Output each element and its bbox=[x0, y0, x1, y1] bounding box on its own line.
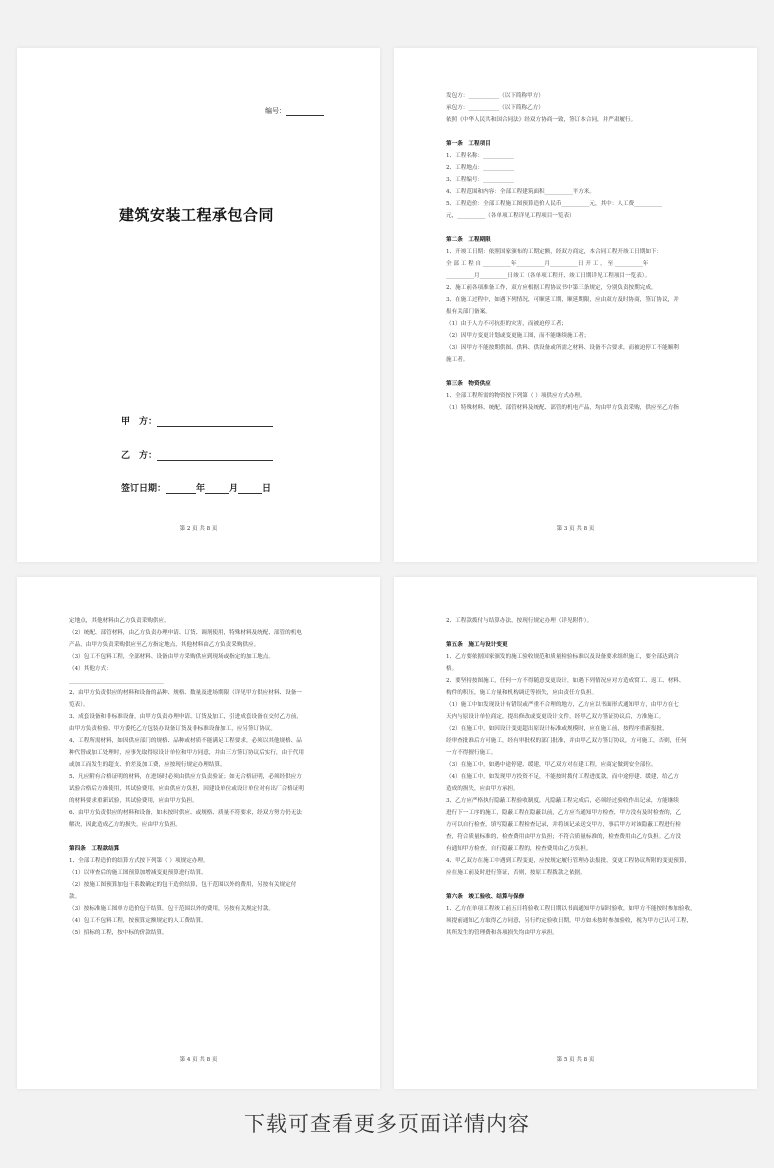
text-line: __________________________________ bbox=[69, 678, 165, 684]
section-heading: 第三条 物资供应 bbox=[446, 381, 491, 387]
text-line: （2）在施工中，如因设计变更超出原设计标准或规模时，应在施工前，按程序重新报批， bbox=[446, 726, 668, 732]
text-line: （3）因甲方不能按期供图、供料、供设备或所需之材料、设备不合要求，而被迫停工不能顺利 bbox=[446, 345, 679, 351]
party-b-blank bbox=[157, 452, 273, 461]
text-line: 览表）。 bbox=[69, 702, 89, 708]
text-line: 1、工程名称：___________ bbox=[446, 153, 514, 159]
text-line: 或加工而发生的超支、价差及加工费，应按现行规定办理结算。 bbox=[69, 762, 226, 768]
document-page-3 bbox=[17, 577, 380, 1089]
serial-label: 编号： bbox=[265, 107, 286, 115]
text-line: 有通知甲方检查，自行隐蔽工程的，检查费用由乙方负担。 bbox=[446, 846, 592, 852]
text-line: （3）按标准施工图单方造价包干结算，包干范围以外的费用，另按有关规定付款。 bbox=[69, 906, 274, 912]
section-heading: 第四条 工程款结算 bbox=[69, 846, 120, 852]
text-line: 种代替或加工处理时，应事先取得原设计单位和甲方同意，并由三方签订协议后实行，由于代用 bbox=[69, 750, 304, 756]
text-line: （2）统配、部管材料，由乙方负责办理申请、订货、调剂使用，特殊材料及统配、部管的机电 bbox=[69, 630, 302, 636]
text-line: （4）包工不包料工程，按预算定额规定的人工费结算。 bbox=[69, 918, 207, 924]
text-line bbox=[446, 881, 718, 893]
text-line: 发包方：___________（以下简称甲方） bbox=[446, 93, 544, 99]
text-line: 2、工程地点：___________ bbox=[446, 165, 514, 171]
text-line bbox=[69, 833, 341, 845]
party-a-blank bbox=[157, 418, 273, 427]
text-line: 其所发生的管理费和各项损失均由甲方承担。 bbox=[446, 930, 558, 936]
text-line: 1、乙方要依据国家颁发的施工验收规范和质量检验标准以及设备要求组织施工，要全部达到合 bbox=[446, 654, 679, 660]
text-line: （1）以审查后的施工图预算加增减变更预算进行结算。 bbox=[69, 870, 207, 876]
text-line: 元，__________（各单项工程详见工程项目一览表） bbox=[446, 213, 575, 219]
text-line: 4、工程范围和内容：全部工程建筑面积__________平方米。 bbox=[446, 189, 595, 195]
text-line: 进行下一工序的施工，隐蔽工程在隐蔽以前，乙方应当通知甲方检查，甲方没有及时检查的，乙 bbox=[446, 810, 681, 816]
year-label: 年 bbox=[196, 484, 206, 494]
text-line: （2）按施工图预算加包干系数确定的包干造价结算，包干范围以外的费用，另按有关规定付 bbox=[69, 882, 297, 888]
text-line: 1、全部工程造价的结算方式按下列第（ ）项规定办理。 bbox=[69, 858, 209, 864]
text-line: （4）其他方式： bbox=[69, 666, 112, 672]
sign-date-label: 签订日期： bbox=[121, 484, 167, 494]
page-body bbox=[69, 617, 341, 941]
text-line: （3）包工不包料工程，全部材料、设备由甲方采购供应到现场或指定的加工地点。 bbox=[69, 654, 274, 660]
text-line: 全 部 工 程 自 __________年__________月__________日 开 工 ， 至 __________年 bbox=[446, 261, 649, 267]
text-line: 承包方：___________（以下简称乙方） bbox=[446, 105, 544, 111]
text-line bbox=[446, 629, 718, 641]
text-line: （2）因甲方变更计划或变更施工图，而不能继续施工者； bbox=[446, 333, 590, 339]
text-line: 5、工程造价：全部工程施工图预算造价人民币__________元，其中：人工费__________ bbox=[446, 201, 663, 207]
sign-date-row bbox=[121, 481, 271, 494]
text-line bbox=[446, 368, 718, 380]
text-line: 报有关部门备案。 bbox=[446, 309, 491, 315]
party-b-label: 乙 方： bbox=[121, 451, 158, 461]
section-heading: 第五条 施工与设计变更 bbox=[446, 642, 508, 648]
text-line: 由甲方负责检验、甲方委托乙方包装办设备订货及非标准设备加工，应另签订协议。 bbox=[69, 726, 276, 732]
serial-number bbox=[265, 106, 324, 116]
page-footer: 第 5 页 共 8 页 bbox=[556, 1057, 595, 1063]
text-line: 3、工程编号：___________ bbox=[446, 177, 514, 183]
text-line: 依照《中华人民共和国合同法》经双方协商一致，签订本合同，并严肃履行。 bbox=[446, 117, 637, 123]
text-line: 须提前通知乙方取得乙方同意，另行约定验收日期，甲方如未按时参加验收，视为甲方已认可工程， bbox=[446, 918, 693, 924]
text-line: 一方不得擅行施工。 bbox=[446, 750, 497, 756]
page-footer: 第 3 页 共 8 页 bbox=[556, 526, 595, 532]
text-line: 1、开竣工日期：依照国家颁布的工期定额，经双方商定，本合同工程开竣工日期如下： bbox=[446, 249, 663, 255]
page-body bbox=[446, 617, 718, 941]
download-caption: 下载可查看更多页面详情内容 bbox=[244, 1112, 530, 1136]
text-line: 3、成套设备和非标准设备，由甲方负责办理申请、订货及加工，引进成套设备在交付乙方前， bbox=[69, 714, 302, 720]
text-line: 定地点，其他材料由乙方负责采购供应。 bbox=[69, 618, 170, 624]
section-heading: 第二条 工程期限 bbox=[446, 237, 491, 243]
page-body bbox=[446, 92, 718, 416]
page-footer: 第 4 页 共 8 页 bbox=[179, 1057, 218, 1063]
text-line: （1）由于人力不可抗拒的灾害，而被迫停工者； bbox=[446, 321, 568, 327]
month-blank bbox=[205, 485, 229, 494]
document-page-4 bbox=[394, 577, 757, 1089]
day-blank bbox=[238, 485, 262, 494]
text-line: 经审查批准后方可施工，经有审批权的部门批准，并由甲乙双方签订协议，方可施工，否则，任何 bbox=[446, 738, 687, 744]
section-heading: 第六条 竣工验收、结算与保修 bbox=[446, 894, 525, 900]
text-line: 解决，因此造成乙方的损失，应由甲方负担。 bbox=[69, 822, 181, 828]
text-line: 4、甲乙双方在施工中遇到工程变更，应按规定履行管理办法报批，变更工程协议所附的变更预算， bbox=[446, 858, 691, 864]
contract-title: 建筑安装工程承包合同 bbox=[119, 206, 275, 224]
text-line: 6、由甲方负责供应的材料和设备，如未按时供应、或规格、质量不符要求，经双方努力仍无法 bbox=[69, 810, 302, 816]
text-line: 1、乙方在单项工程竣工前五日将验收工程日期以书面通知甲方届时验收，如甲方不能按时参加验收， bbox=[446, 906, 696, 912]
text-line: 2、施工前各项准备工作，双方应根据工程协议书中第三条规定，分别负责按期完成。 bbox=[446, 285, 657, 291]
text-line: __________月__________日竣工（各单项工程开、竣工日期详见工程项目一览表）。 bbox=[446, 273, 651, 279]
text-line: 方可以自行检查，填写隐蔽工程检查记录，并将该记录送交甲方，事后甲方对该隐蔽工程进行检 bbox=[446, 822, 681, 828]
month-label: 月 bbox=[229, 484, 239, 494]
text-line: 施工者。 bbox=[446, 357, 469, 363]
party-a-row bbox=[121, 414, 273, 427]
text-line: （1）特殊材料、统配、部管材料及统配、部管的机电产品，均由甲方负责采购，供应至乙方指 bbox=[446, 405, 679, 411]
text-line: 查，符合质量标准的，检查费用由甲方负担；不符合质量标准的，检查费用由乙方负担。乙方没 bbox=[446, 834, 681, 840]
text-line: 构件的积压，施工方量和机构调迁等损失，应由责任方负担。 bbox=[446, 690, 598, 696]
party-b-row bbox=[121, 448, 273, 461]
year-blank bbox=[166, 485, 196, 494]
text-line bbox=[446, 224, 718, 236]
text-line: 4、工程所需材料，如因供应部门的规格、品种或材质不能满足工程要求，必须以其他规格、品 bbox=[69, 738, 302, 744]
page-footer: 第 2 页 共 8 页 bbox=[179, 526, 218, 532]
text-line: 2、要坚持按图施工，任何一方不得随意变更设计，如遇下列情况应对方造成窝工、返工、材料、 bbox=[446, 678, 685, 684]
document-page-cover bbox=[17, 48, 380, 562]
text-line: 2、工程款拨付与结算办法，按现行规定办理（详见附件）。 bbox=[446, 618, 593, 624]
text-line: 款。 bbox=[69, 894, 81, 900]
party-a-label: 甲 方： bbox=[121, 417, 158, 427]
document-page-2 bbox=[394, 48, 757, 562]
text-line: 3、乙方应严格执行隐蔽工程验收制度，凡隐蔽工程完成后，必须经过验收作出记录，方能继续 bbox=[446, 798, 679, 804]
day-label: 日 bbox=[262, 484, 272, 494]
text-line: 格。 bbox=[446, 666, 458, 672]
text-line: 的材料要求重新试验，其试验费用，应由甲方负担。 bbox=[69, 798, 198, 804]
text-line: 天内与原设计单位商定，提出修改或变更设计文件，经甲乙双方签证协议后，方准施工。 bbox=[446, 714, 665, 720]
text-line: 5、凡应附有合格证明的材料，在进场时必须由供应方负责验证；如无合格证明，必须经供应方 bbox=[69, 774, 302, 780]
text-line: 应在施工前及时进行签证，否则，按原工程拨款之依据。 bbox=[446, 870, 586, 876]
text-line: （4）在施工中，如发现甲方投资不足，不能按时拨付工程进度款，而中途停建、缓建，给乙方 bbox=[446, 774, 679, 780]
text-line bbox=[446, 128, 718, 140]
text-line: 产品，由甲方负责采购供应至乙方指定地点，其他材料由乙方负责采购供应。 bbox=[69, 642, 260, 648]
text-line: 3、在施工过程中，如遇下列情况，可顺延工期，顺延期限，应由双方及时协商，签订协议，并 bbox=[446, 297, 679, 303]
serial-blank bbox=[286, 108, 324, 116]
text-line: 试验合格后方准使用，其试验费用，应由供应方负担，因建设单位或设计单位对有出厂合格证明 bbox=[69, 786, 304, 792]
text-line: （3）在施工中，如遇中途停建、缓建，甲乙双方对在建工程，应商定做到安全部位。 bbox=[446, 762, 657, 768]
text-line: 2、由甲方负责供应的材料和设备的品种、规格、数量及进场期限（详见甲方供应材料、设备一 bbox=[69, 690, 302, 696]
section-heading: 第一条 工程项目 bbox=[446, 141, 491, 147]
text-line: （5）招标的工程，按中标的价款结算。 bbox=[69, 930, 168, 936]
text-line: （1）施工中如发现设计有错误或严重不合理的地方，乙方应以书面形式通知甲方，由甲方在七 bbox=[446, 702, 679, 708]
text-line: 1、全部工程所需的物资按下列第（ ）项供应方式办理。 bbox=[446, 393, 586, 399]
text-line: 造成的损失，应由甲方承担。 bbox=[446, 786, 519, 792]
